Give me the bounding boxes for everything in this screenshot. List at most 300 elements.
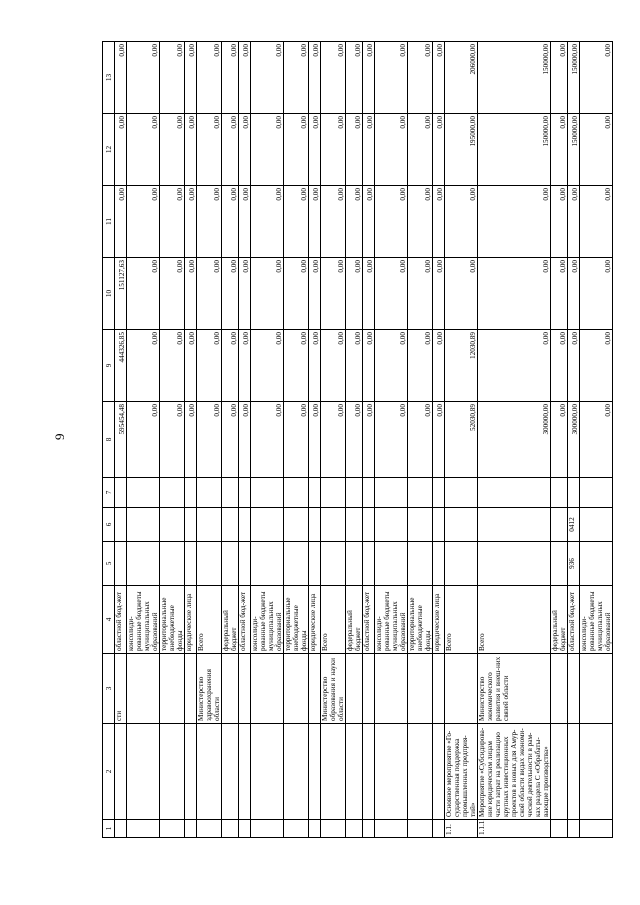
funding-source-cell: консолиди-рованные бюджеты муниципальных образований — [580, 586, 613, 654]
amount-year-2-cell: 0,00 — [568, 258, 580, 330]
amount-year-3-cell: 0,00 — [222, 186, 239, 258]
column-header: 5 — [103, 542, 115, 586]
column-header: 12 — [103, 114, 115, 186]
section-code-cell — [363, 508, 375, 542]
amount-year-3-cell: 0,00 — [580, 186, 613, 258]
section-code-cell — [309, 508, 321, 542]
amount-year-5-cell: 150000,00 — [568, 42, 580, 114]
activity-name-cell: Мероприятие «Субсидирова-ние юридическим лицам части затрат на реализацию крупных инвестиционных проектов в новых для Амур-ской области видах экономи-ческой деятельности в рам-ках раздела С «Обрабаты-вающие производства» — [478, 724, 551, 820]
responsible-executor-cell — [222, 654, 239, 724]
column-header: 3 — [103, 654, 115, 724]
amount-year-1-cell: 0,00 — [185, 330, 197, 402]
funding-source-cell: юридические лица — [433, 586, 445, 654]
amount-year-1-cell: 444326,85 — [115, 330, 127, 402]
amount-year-5-cell: 0,00 — [251, 42, 284, 114]
amount-year-4-cell: 0,00 — [222, 114, 239, 186]
responsible-executor-cell: Министерство экономического развития и внеш-них связей области — [478, 654, 551, 724]
row-number-cell — [375, 820, 408, 838]
responsible-executor-cell — [284, 654, 309, 724]
target-article-cell — [239, 478, 251, 508]
activity-name-cell — [197, 724, 222, 820]
table-row — [160, 42, 185, 838]
amount-year-3-cell: 0,00 — [160, 186, 185, 258]
amount-year-3-cell: 0,00 — [239, 186, 251, 258]
responsible-executor-cell — [580, 654, 613, 724]
funding-source-cell: территориальные внебюджетные фонды — [408, 586, 433, 654]
budget-table-wrapper — [102, 42, 612, 838]
grbs-code-cell — [551, 542, 568, 586]
amount-year-3-cell: 0,00 — [551, 186, 568, 258]
amount-year-1-cell: 0,00 — [321, 330, 346, 402]
activity-name-cell — [551, 724, 568, 820]
amount-year-5-cell: 0,00 — [222, 42, 239, 114]
amount-year-4-cell: 0,00 — [160, 114, 185, 186]
amount-total-cell: 0,00 — [309, 402, 321, 478]
target-article-cell — [346, 478, 363, 508]
column-header: 8 — [103, 402, 115, 478]
activity-name-cell — [568, 724, 580, 820]
amount-year-3-cell: 0,00 — [433, 186, 445, 258]
amount-year-2-cell: 0,00 — [197, 258, 222, 330]
row-number-cell — [197, 820, 222, 838]
amount-year-4-cell: 150000,00 — [568, 114, 580, 186]
activity-name-cell — [363, 724, 375, 820]
amount-year-1-cell: 0,00 — [284, 330, 309, 402]
row-number-cell — [222, 820, 239, 838]
amount-year-3-cell: 0,00 — [127, 186, 160, 258]
amount-year-4-cell: 0,00 — [185, 114, 197, 186]
target-article-cell — [375, 478, 408, 508]
table-row — [346, 42, 363, 838]
table-row — [251, 42, 284, 838]
amount-year-1-cell: 0,00 — [408, 330, 433, 402]
grbs-code-cell — [115, 542, 127, 586]
table-row — [284, 42, 309, 838]
amount-year-2-cell: 0,00 — [239, 258, 251, 330]
funding-source-cell: консолиди-рованные бюджеты муниципальных образований — [127, 586, 160, 654]
table-row — [568, 42, 580, 838]
grbs-code-cell — [580, 542, 613, 586]
amount-year-1-cell: 0,00 — [251, 330, 284, 402]
amount-total-cell: 300000,00 — [568, 402, 580, 478]
amount-year-4-cell: 0,00 — [433, 114, 445, 186]
amount-year-3-cell: 0,00 — [185, 186, 197, 258]
responsible-executor-cell — [445, 654, 478, 724]
header-row — [103, 42, 115, 838]
amount-total-cell: 0,00 — [375, 402, 408, 478]
amount-total-cell: 52030,89 — [445, 402, 478, 478]
amount-year-2-cell: 151127,63 — [115, 258, 127, 330]
amount-year-1-cell: 0,00 — [346, 330, 363, 402]
row-number-cell — [551, 820, 568, 838]
funding-source-cell: Всего — [445, 586, 478, 654]
section-code-cell — [433, 508, 445, 542]
amount-year-1-cell: 0,00 — [551, 330, 568, 402]
section-code-cell — [551, 508, 568, 542]
amount-year-3-cell: 0,00 — [445, 186, 478, 258]
amount-year-4-cell: 0,00 — [284, 114, 309, 186]
amount-year-4-cell: 0,00 — [363, 114, 375, 186]
section-code-cell — [445, 508, 478, 542]
section-code-cell — [284, 508, 309, 542]
row-number-cell — [346, 820, 363, 838]
amount-year-2-cell: 0,00 — [375, 258, 408, 330]
funding-source-cell: областной бюд-жет — [568, 586, 580, 654]
activity-name-cell — [251, 724, 284, 820]
responsible-executor-cell — [251, 654, 284, 724]
target-article-cell — [309, 478, 321, 508]
target-article-cell — [568, 478, 580, 508]
table-row — [445, 42, 478, 838]
amount-year-4-cell: 0,00 — [580, 114, 613, 186]
amount-total-cell: 0,00 — [408, 402, 433, 478]
amount-total-cell: 0,00 — [239, 402, 251, 478]
funding-source-cell: консолиди-рованные бюджеты муниципальных образований — [251, 586, 284, 654]
section-code-cell — [478, 508, 551, 542]
amount-year-4-cell: 0,00 — [239, 114, 251, 186]
amount-year-5-cell: 0,00 — [321, 42, 346, 114]
row-number-cell — [160, 820, 185, 838]
table-row — [115, 42, 127, 838]
amount-year-1-cell: 0,00 — [568, 330, 580, 402]
target-article-cell — [185, 478, 197, 508]
target-article-cell — [551, 478, 568, 508]
responsible-executor-cell — [375, 654, 408, 724]
grbs-code-cell — [363, 542, 375, 586]
funding-source-cell: территориальные внебюджетные фонды — [160, 586, 185, 654]
activity-name-cell — [309, 724, 321, 820]
amount-year-4-cell: 0,00 — [127, 114, 160, 186]
amount-year-5-cell: 0,00 — [408, 42, 433, 114]
funding-source-cell: Всего — [197, 586, 222, 654]
amount-year-5-cell: 0,00 — [551, 42, 568, 114]
grbs-code-cell — [127, 542, 160, 586]
activity-name-cell: Основное мероприятие «Го-сударственная поддержка промышленных предприя-тий» — [445, 724, 478, 820]
row-number-cell — [239, 820, 251, 838]
page-number: 9 — [52, 433, 67, 440]
amount-year-1-cell: 0,00 — [222, 330, 239, 402]
target-article-cell — [251, 478, 284, 508]
section-code-cell — [197, 508, 222, 542]
funding-source-cell: юридические лица — [185, 586, 197, 654]
table-row — [185, 42, 197, 838]
amount-year-5-cell: 0,00 — [115, 42, 127, 114]
table-row — [321, 42, 346, 838]
column-header: 6 — [103, 508, 115, 542]
column-header: 2 — [103, 724, 115, 820]
amount-year-1-cell: 0,00 — [309, 330, 321, 402]
target-article-cell — [408, 478, 433, 508]
amount-year-1-cell: 0,00 — [127, 330, 160, 402]
target-article-cell — [445, 478, 478, 508]
amount-year-2-cell: 0,00 — [363, 258, 375, 330]
grbs-code-cell — [284, 542, 309, 586]
amount-year-2-cell: 0,00 — [433, 258, 445, 330]
activity-name-cell — [321, 724, 346, 820]
target-article-cell — [197, 478, 222, 508]
funding-source-cell: областной бюд-жет — [363, 586, 375, 654]
amount-year-5-cell: 0,00 — [580, 42, 613, 114]
amount-total-cell: 0,00 — [346, 402, 363, 478]
amount-year-3-cell: 0,00 — [321, 186, 346, 258]
responsible-executor-cell — [185, 654, 197, 724]
activity-name-cell — [433, 724, 445, 820]
row-number-cell — [127, 820, 160, 838]
grbs-code-cell — [197, 542, 222, 586]
activity-name-cell — [160, 724, 185, 820]
amount-year-4-cell: 150000,00 — [478, 114, 551, 186]
amount-year-4-cell: 0,00 — [408, 114, 433, 186]
grbs-code-cell — [239, 542, 251, 586]
target-article-cell — [127, 478, 160, 508]
responsible-executor-cell — [127, 654, 160, 724]
row-number-cell — [433, 820, 445, 838]
grbs-code-cell — [185, 542, 197, 586]
target-article-cell — [115, 478, 127, 508]
activity-name-cell — [222, 724, 239, 820]
responsible-executor-cell — [433, 654, 445, 724]
amount-year-4-cell: 0,00 — [375, 114, 408, 186]
funding-source-cell: Всего — [478, 586, 551, 654]
table-row — [478, 42, 551, 838]
amount-year-5-cell: 0,00 — [185, 42, 197, 114]
table-row — [433, 42, 445, 838]
target-article-cell — [580, 478, 613, 508]
column-header: 1 — [103, 820, 115, 838]
amount-year-2-cell: 0,00 — [309, 258, 321, 330]
amount-year-1-cell: 0,00 — [160, 330, 185, 402]
amount-total-cell: 0,00 — [433, 402, 445, 478]
grbs-code-cell — [433, 542, 445, 586]
grbs-code-cell — [408, 542, 433, 586]
activity-name-cell — [115, 724, 127, 820]
amount-year-4-cell: 0,00 — [551, 114, 568, 186]
amount-year-2-cell: 0,00 — [127, 258, 160, 330]
amount-year-4-cell: 0,00 — [115, 114, 127, 186]
funding-source-cell: федеральный бюджет — [222, 586, 239, 654]
grbs-code-cell — [309, 542, 321, 586]
amount-year-1-cell: 12030,89 — [445, 330, 478, 402]
amount-total-cell: 300000,00 — [478, 402, 551, 478]
table-row — [408, 42, 433, 838]
amount-total-cell: 0,00 — [185, 402, 197, 478]
amount-total-cell: 0,00 — [284, 402, 309, 478]
column-header: 10 — [103, 258, 115, 330]
section-code-cell — [127, 508, 160, 542]
activity-name-cell — [346, 724, 363, 820]
responsible-executor-cell — [309, 654, 321, 724]
section-code-cell — [222, 508, 239, 542]
section-code-cell — [185, 508, 197, 542]
funding-source-cell: федеральный бюджет — [551, 586, 568, 654]
funding-source-cell: Всего — [321, 586, 346, 654]
funding-source-cell: областной бюд-жет — [115, 586, 127, 654]
section-code-cell — [239, 508, 251, 542]
amount-year-5-cell: 0,00 — [309, 42, 321, 114]
table-row — [580, 42, 613, 838]
target-article-cell — [222, 478, 239, 508]
grbs-code-cell — [375, 542, 408, 586]
table-row — [127, 42, 160, 838]
amount-year-1-cell: 0,00 — [239, 330, 251, 402]
row-number-cell — [185, 820, 197, 838]
target-article-cell — [363, 478, 375, 508]
rotated-page-content — [102, 42, 612, 838]
grbs-code-cell — [222, 542, 239, 586]
funding-source-cell: территориальные внебюджетные фонды — [284, 586, 309, 654]
activity-name-cell — [580, 724, 613, 820]
amount-year-1-cell: 0,00 — [478, 330, 551, 402]
amount-year-1-cell: 0,00 — [580, 330, 613, 402]
activity-name-cell — [185, 724, 197, 820]
amount-year-3-cell: 0,00 — [375, 186, 408, 258]
column-header: 7 — [103, 478, 115, 508]
funding-source-cell: консолиди-рованные бюджеты муниципальных образований — [375, 586, 408, 654]
amount-year-2-cell: 0,00 — [321, 258, 346, 330]
amount-year-5-cell: 0,00 — [127, 42, 160, 114]
amount-year-3-cell: 0,00 — [346, 186, 363, 258]
amount-total-cell: 0,00 — [551, 402, 568, 478]
activity-name-cell — [375, 724, 408, 820]
amount-year-1-cell: 0,00 — [433, 330, 445, 402]
target-article-cell — [433, 478, 445, 508]
amount-total-cell: 595454,48 — [115, 402, 127, 478]
table-row — [197, 42, 222, 838]
amount-total-cell: 0,00 — [251, 402, 284, 478]
amount-year-4-cell: 0,00 — [197, 114, 222, 186]
amount-year-4-cell: 0,00 — [251, 114, 284, 186]
funding-source-cell: юридические лица — [309, 586, 321, 654]
amount-year-3-cell: 0,00 — [408, 186, 433, 258]
amount-total-cell: 0,00 — [127, 402, 160, 478]
amount-total-cell: 0,00 — [160, 402, 185, 478]
amount-total-cell: 0,00 — [580, 402, 613, 478]
activity-name-cell — [127, 724, 160, 820]
amount-year-1-cell: 0,00 — [197, 330, 222, 402]
amount-year-2-cell: 0,00 — [551, 258, 568, 330]
amount-year-2-cell: 0,00 — [251, 258, 284, 330]
responsible-executor-cell: Министерство образования и науки области — [321, 654, 346, 724]
responsible-executor-cell: сти — [115, 654, 127, 724]
amount-year-5-cell: 0,00 — [346, 42, 363, 114]
responsible-executor-cell — [568, 654, 580, 724]
column-header: 11 — [103, 186, 115, 258]
amount-year-5-cell: 150000,00 — [478, 42, 551, 114]
section-code-cell — [321, 508, 346, 542]
amount-year-2-cell: 0,00 — [222, 258, 239, 330]
row-number-cell — [251, 820, 284, 838]
amount-year-5-cell: 0,00 — [284, 42, 309, 114]
amount-total-cell: 0,00 — [197, 402, 222, 478]
grbs-code-cell: 936 — [568, 542, 580, 586]
amount-year-3-cell: 0,00 — [115, 186, 127, 258]
amount-year-2-cell: 0,00 — [346, 258, 363, 330]
section-code-cell — [580, 508, 613, 542]
row-number-cell — [580, 820, 613, 838]
responsible-executor-cell — [239, 654, 251, 724]
activity-name-cell — [408, 724, 433, 820]
amount-year-2-cell: 0,00 — [284, 258, 309, 330]
amount-year-3-cell: 0,00 — [478, 186, 551, 258]
section-code-cell — [408, 508, 433, 542]
section-code-cell — [375, 508, 408, 542]
grbs-code-cell — [346, 542, 363, 586]
amount-year-4-cell: 195000,00 — [445, 114, 478, 186]
section-code-cell — [251, 508, 284, 542]
table-row — [222, 42, 239, 838]
grbs-code-cell — [478, 542, 551, 586]
row-number-cell — [363, 820, 375, 838]
responsible-executor-cell — [160, 654, 185, 724]
column-header: 4 — [103, 586, 115, 654]
row-number-cell — [115, 820, 127, 838]
amount-year-2-cell: 0,00 — [408, 258, 433, 330]
amount-year-5-cell: 0,00 — [375, 42, 408, 114]
amount-year-4-cell: 0,00 — [346, 114, 363, 186]
section-code-cell: 0412 — [568, 508, 580, 542]
amount-year-5-cell: 0,00 — [239, 42, 251, 114]
activity-name-cell — [284, 724, 309, 820]
amount-total-cell: 0,00 — [222, 402, 239, 478]
amount-total-cell: 0,00 — [321, 402, 346, 478]
funding-source-cell: федеральный бюджет — [346, 586, 363, 654]
amount-year-2-cell: 0,00 — [445, 258, 478, 330]
section-code-cell — [115, 508, 127, 542]
row-number-cell — [284, 820, 309, 838]
funding-source-cell: областной бюд-жет — [239, 586, 251, 654]
amount-year-2-cell: 0,00 — [185, 258, 197, 330]
target-article-cell — [321, 478, 346, 508]
table-row — [239, 42, 251, 838]
amount-year-3-cell: 0,00 — [251, 186, 284, 258]
target-article-cell — [478, 478, 551, 508]
amount-year-1-cell: 0,00 — [363, 330, 375, 402]
row-number-cell: 1.1.1. — [478, 820, 551, 838]
row-number-cell — [568, 820, 580, 838]
amount-year-2-cell: 0,00 — [478, 258, 551, 330]
responsible-executor-cell — [363, 654, 375, 724]
grbs-code-cell — [160, 542, 185, 586]
amount-year-3-cell: 0,00 — [197, 186, 222, 258]
amount-total-cell: 0,00 — [363, 402, 375, 478]
amount-year-3-cell: 0,00 — [309, 186, 321, 258]
row-number-cell: 1.1. — [445, 820, 478, 838]
amount-year-3-cell: 0,00 — [568, 186, 580, 258]
amount-year-2-cell: 0,00 — [580, 258, 613, 330]
amount-year-3-cell: 0,00 — [363, 186, 375, 258]
table-row — [551, 42, 568, 838]
responsible-executor-cell: Министерство здравоохранения области — [197, 654, 222, 724]
amount-year-5-cell: 0,00 — [160, 42, 185, 114]
section-code-cell — [346, 508, 363, 542]
responsible-executor-cell — [346, 654, 363, 724]
target-article-cell — [284, 478, 309, 508]
row-number-cell — [309, 820, 321, 838]
amount-year-2-cell: 0,00 — [160, 258, 185, 330]
grbs-code-cell — [445, 542, 478, 586]
amount-year-4-cell: 0,00 — [309, 114, 321, 186]
amount-year-1-cell: 0,00 — [375, 330, 408, 402]
responsible-executor-cell — [408, 654, 433, 724]
grbs-code-cell — [321, 542, 346, 586]
amount-year-3-cell: 0,00 — [284, 186, 309, 258]
row-number-cell — [408, 820, 433, 838]
section-code-cell — [160, 508, 185, 542]
amount-year-5-cell: 206000,00 — [445, 42, 478, 114]
responsible-executor-cell — [551, 654, 568, 724]
grbs-code-cell — [251, 542, 284, 586]
target-article-cell — [160, 478, 185, 508]
